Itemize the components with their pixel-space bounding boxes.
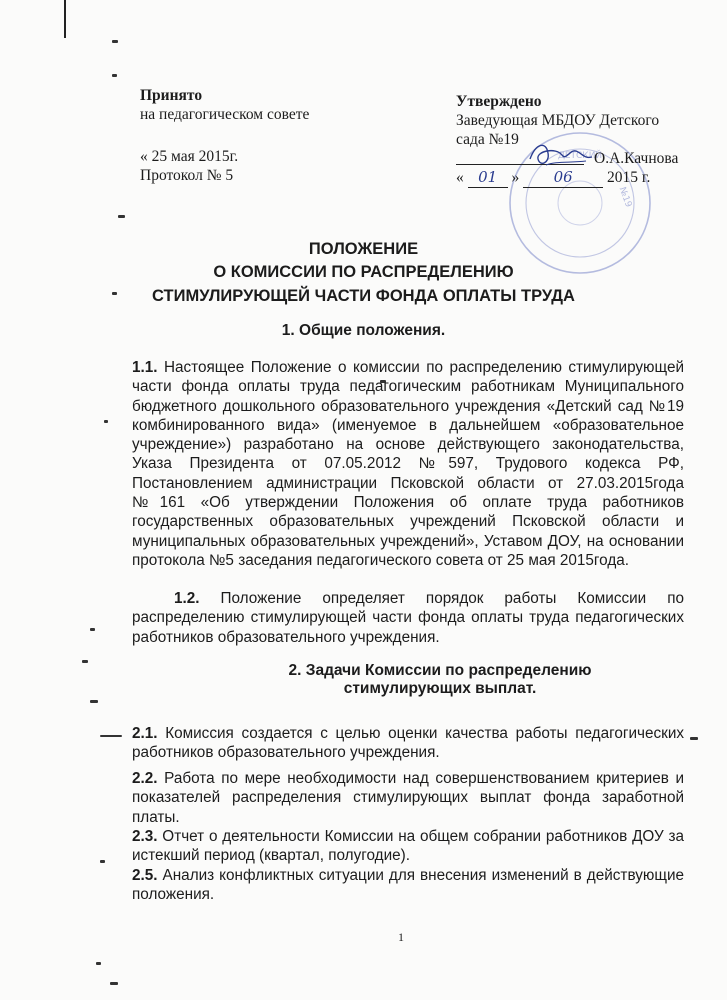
item-text: Отчет о деятельности Комиссии на общем собрании работников ДОУ за истекший период (квартал, полугодие). (132, 828, 685, 865)
item-number: 2.5. (132, 867, 158, 884)
document-title: ПОЛОЖЕНИЕ (308, 240, 419, 258)
scan-speck (100, 860, 105, 863)
approval-date (456, 168, 696, 187)
approver-position-cont: сада №19 (456, 131, 519, 148)
list-item (132, 769, 684, 827)
item-text: Комиссия создается с целью оценки качества работы педагогических работников образовательного учреждения. (132, 725, 685, 762)
seal-text-right: №19 (616, 185, 634, 209)
paragraph-text: Настоящее Положение о комиссии по распределению стимулирующей части фонда оплаты труда педагогическим работникам Муниципального бюджетного дошкольного образовательного учреждения «Детский сад №19 комбинированного вида» (именуемое в дальнейшем «образовательное учреждение») разработано на основе действующего законодательства, Указа Президента от 07.05.2012 №597, Трудового кодекса РФ, Постановлением администрации Псковской области от 27.03.2015года №161 «Об утверждении Положения об оплате труда работников государственных образовательных учреждений Псковской области и муниципальных образовательных учреждений», Уставом ДОУ, на основании протокола №5 заседания педагогического совета от 25 мая 2015года. (132, 359, 684, 569)
scan-speck (112, 74, 117, 77)
approver-position: Заведующая МБДОУ Детского (456, 112, 660, 129)
approved-label: Утверждено (456, 93, 542, 110)
list-item (132, 866, 684, 905)
scan-speck (110, 982, 118, 985)
date-quote-open: « (456, 169, 464, 186)
approver-name: О.А.Качнова (594, 150, 679, 167)
approval-year: 2015 г. (607, 169, 651, 186)
scan-speck (96, 962, 101, 965)
item-text: Работа по мере необходимости над совершенствованием критериев и показателей распределения стимулирующих выплат фонда заработной платы. (132, 770, 685, 826)
paragraph-number: 1.1. (132, 359, 158, 376)
scan-speck (104, 420, 108, 423)
approval-day: 01 (468, 168, 508, 188)
scan-speck (690, 737, 698, 740)
scan-edge-mark (64, 0, 66, 38)
handwritten-signature (526, 137, 596, 171)
item-text: Анализ конфликтных ситуации для внесения изменений в действующие положения. (132, 867, 684, 904)
acceptance-block (140, 86, 309, 185)
list-item (132, 724, 684, 763)
paragraph-number: 1.2. (174, 590, 200, 607)
scan-speck (118, 215, 125, 218)
acceptance-date: « 25 мая 2015г. (140, 148, 239, 165)
scan-speck (100, 735, 122, 737)
approval-month: 06 (523, 168, 603, 188)
protocol-number: Протокол № 5 (140, 167, 234, 184)
accepted-label: Принято (140, 87, 203, 104)
paragraph-1-2 (132, 589, 684, 647)
scan-speck (82, 660, 88, 663)
paragraph-1-1 (132, 358, 684, 570)
section-2-heading (280, 662, 600, 698)
page-number: 1 (398, 930, 404, 944)
approval-block (456, 92, 696, 187)
section-1-heading: 1. Общие положения. (281, 322, 446, 339)
seal-text-top: ДЕТСКИЙ (557, 151, 603, 161)
section-2-heading-line2: стимулирующих выплат. (343, 680, 537, 697)
scan-speck (90, 700, 98, 703)
list-item (132, 827, 684, 866)
paragraph-text: Положение определяет порядок работы Комиссии по распределению стимулирующей части фонда оплаты труда педагогических работников образовательного учреждения. (132, 590, 684, 646)
date-quote-close: » (511, 169, 520, 186)
council-label: на педагогическом совете (140, 106, 310, 123)
scan-speck (112, 40, 118, 43)
document-subtitle-1: О КОМИССИИ ПО РАСПРЕДЕЛЕНИЮ (213, 263, 514, 281)
scan-speck (90, 628, 95, 631)
item-number: 2.3. (132, 828, 158, 845)
item-number: 2.2. (132, 770, 158, 787)
section-2-heading-line1: 2. Задачи Комиссии по распределению (288, 662, 592, 679)
item-number: 2.1. (132, 725, 158, 742)
signature-line (456, 149, 696, 168)
document-subtitle-2: СТИМУЛИРУЮЩЕЙ ЧАСТИ ФОНДА ОПЛАТЫ ТРУДА (152, 287, 575, 305)
